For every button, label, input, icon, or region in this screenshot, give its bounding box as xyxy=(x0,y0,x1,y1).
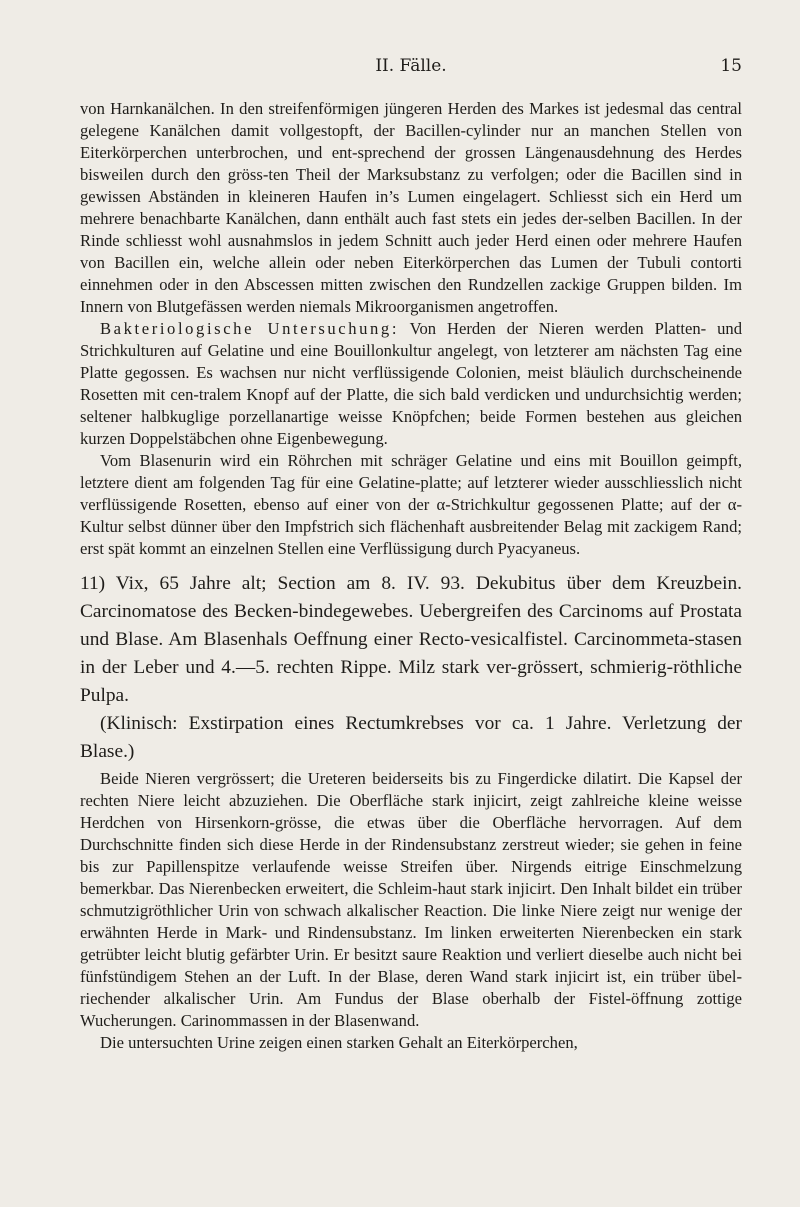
case-clinical-note: (Klinisch: Exstirpation eines Rectumkrebses vor ca. 1 Jahre. Verletzung der Blase.) xyxy=(80,713,742,762)
paragraph-kidneys: Beide Nieren vergrössert; die Ureteren beiderseits bis zu Fingerdicke dilatirt. Die Kapsel der rechten Niere leicht abzuziehen. Die Oberfläche stark injicirt, zeigt zahlreiche kleine weisse Herdchen von Hirsenkorn-grösse, die etwas über die Oberfläche hervorragen. Auf dem Durchschnitte finden sich diese Herde in der Rindensubstanz zerstreut wieder; sie gehen in feine bis zur Papillenspitze verlaufende weisse Streifen über. Nirgends eitrige Einschmelzung bemerkbar. Das Nierenbecken erweitert, die Schleim-haut stark injicirt. Den Inhalt bildet ein trüber schmutzigröthlicher Urin von schwach alkalischer Reaction. Die linke Niere zeigt nur wenige der erwähnten Herde in Mark- und Rindensubstanz. Im linken erweiterten Nierenbecken ein stark getrübter leicht blutig gefärbter Urin. Er besitzt saure Reaktion und verliert dieselbe auch nicht bei fünfstündigem Stehen an der Luft. In der Blase, deren Wand stark injicirt ist, ein trüber übel-riechender alkalischer Urin. Am Fundus der Blase oberhalb der Fistel-öffnung zottige Wucherungen. Carinommassen in der Blasenwand. xyxy=(80,769,742,1030)
running-head xyxy=(80,54,742,80)
paragraph-text: Von Herden der Nieren werden Platten- und Strichkulturen auf Gelatine und eine Bouillonkultur angelegt, von letzterer am nächsten Tag eine Platte gegossen. Es wachsen nur nicht verflüssigende Colonien, meist bläulich durchscheinende Rosetten mit cen-tralem Knopf auf der Platte, die sich bald verdicken und undurchsichtig werden; seltener halbkuglige porzellanartige weisse Knöpfchen; beide Formen bestehen aus gleichen kurzen Doppelstäbchen ohne Eigenbewegung. xyxy=(80,319,742,448)
page-number: 15 xyxy=(720,56,742,76)
section-label: Bakteriologische Untersuchung: xyxy=(100,319,400,338)
paragraph-continued: von Harnkanälchen. In den streifenförmigen jüngeren Herden des Markes ist jedesmal das central gelegene Kanälchen damit vollgestopft, der Bacillen-cylinder nur an manchen Stellen von Eiterkörperchen unterbrochen, und ent-sprechend der grossen Längenausdehnung des Herdes bisweilen durch den gröss-ten Theil der Marksubstanz zu verfolgen; oder die Bacillen sind in gewissen Abständen in kleineren Haufen in’s Lumen eingelagert. Schliesst sich ein Herd um mehrere benachbarte Kanälchen, dann enthält auch fast stets ein jedes der-selben Bacillen. In der Rinde schliesst wohl ausnahmslos in jedem Schnitt auch jeder Herd einen oder mehrere Haufen von Bacillen ein, welche allein oder neben Eiterkörperchen das Lumen der Tubuli contorti einnehmen oder in den Abscessen mitten zwischen den Rundzellen zackige Gruppen bilden. Im Innern von Blutgefässen werden niemals Mikroorganismen angetroffen. xyxy=(80,99,742,316)
running-title: II. Fälle. xyxy=(375,56,447,76)
paragraph-bacteriology xyxy=(80,318,742,450)
paragraph-urine: Die untersuchten Urine zeigen einen starken Gehalt an Eiterkörperchen, xyxy=(100,1033,578,1052)
page-body xyxy=(80,98,742,1054)
case-heading: 11) Vix, 65 Jahre alt; Section am 8. IV. 93. Dekubitus über dem Kreuzbein. Carcinomatose des Becken-bindegewebes. Uebergreifen des Carcinoms auf Prostata und Blase. Am Blasenhals Oeffnung einer Recto-vesicalfistel. Carcinommeta-stasen in der Leber und 4.—5. rechten Rippe. Milz stark ver-grössert, schmierig-röthliche Pulpa. xyxy=(80,573,742,706)
paragraph-bladder-urine: Vom Blasenurin wird ein Röhrchen mit schräger Gelatine und eins mit Bouillon geimpft, letztere dient am folgenden Tag für eine Gelatine-platte; auf letzterer wieder ausschliesslich nicht verflüssigende Rosetten, ebenso auf einer von der α-Strichkultur gegossenen Platte; auf der α-Kultur selbst dünner über den Impfstrich sich flächenhaft ausbreitender Belag mit zackigem Rand; erst spät kommt an einzelnen Stellen eine Verflüssigung durch Pyacyaneus. xyxy=(80,451,742,558)
